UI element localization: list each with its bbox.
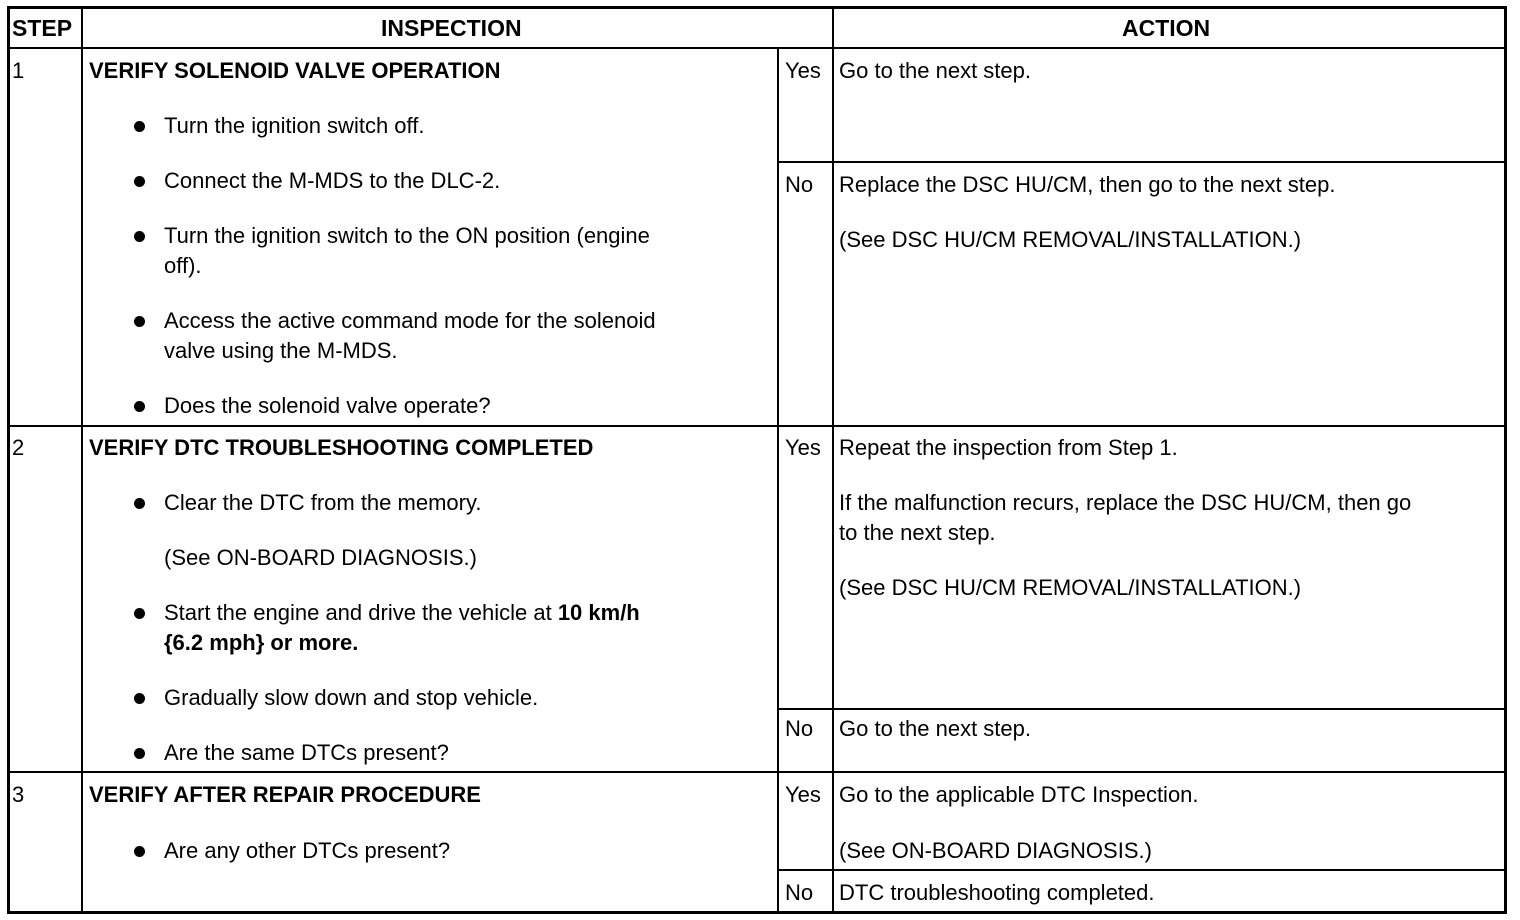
no-action: Replace the DSC HU/CM, then go to the next step. [839, 172, 1336, 197]
speed-value-continued: {6.2 mph} or more. [164, 630, 359, 655]
yes-action-reference: (See DSC HU/CM REMOVAL/INSTALLATION.) [839, 575, 1302, 600]
yes-action: Go to the applicable DTC Inspection. [839, 782, 1199, 807]
bullet-icon [134, 401, 145, 412]
inspection-item: Are any other DTCs present? [164, 838, 451, 863]
bullet-icon [134, 316, 145, 327]
step-number: 3 [12, 782, 25, 807]
header-divider [7, 47, 1507, 49]
no-label: No [785, 172, 814, 197]
inspection-item: Access the active command mode for the solenoid [164, 308, 656, 333]
bullet-icon [134, 176, 145, 187]
yes-label: Yes [785, 58, 821, 83]
yes-label: Yes [785, 782, 821, 807]
inspection-item: Connect the M-MDS to the DLC-2. [164, 168, 501, 193]
no-action: Go to the next step. [839, 716, 1032, 741]
step-number: 2 [12, 435, 25, 460]
bullet-icon [134, 498, 145, 509]
step-number: 1 [12, 58, 25, 83]
step-title: VERIFY DTC TROUBLESHOOTING COMPLETED [89, 435, 594, 460]
header-inspection: INSPECTION [381, 15, 522, 41]
row1-yes-no-divider [779, 161, 1507, 163]
bullet-icon [134, 608, 145, 619]
header-action: ACTION [1122, 15, 1211, 41]
inspection-item-continued: valve using the M-MDS. [164, 338, 398, 363]
row-divider-2 [7, 771, 1507, 773]
yes-action: If the malfunction recurs, replace the DSC HU/CM, then go [839, 490, 1412, 515]
row3-yes-no-divider [779, 869, 1507, 871]
inspection-item: Turn the ignition switch to the ON position (engine [164, 223, 650, 248]
speed-value: 10 km/h [557, 600, 640, 625]
row-divider-1 [7, 425, 1507, 427]
inspection-item: Does the solenoid valve operate? [164, 393, 491, 418]
bullet-icon [134, 231, 145, 242]
action-column-divider [832, 6, 834, 914]
inspection-item: Turn the ignition switch off. [164, 113, 425, 138]
step-title: VERIFY SOLENOID VALVE OPERATION [89, 58, 501, 83]
yes-action-continued: to the next step. [839, 520, 996, 545]
bullet-icon [134, 693, 145, 704]
yes-action: Go to the next step. [839, 58, 1032, 83]
step-column-divider [81, 6, 83, 914]
bullet-icon [134, 121, 145, 132]
bullet-icon [134, 846, 145, 857]
inspection-item: Start the engine and drive the vehicle at 10 km/h [164, 600, 640, 625]
answer-column-divider [777, 48, 779, 914]
inspection-item-continued: off). [164, 253, 202, 278]
no-label: No [785, 716, 814, 741]
row2-yes-no-divider [779, 708, 1507, 710]
no-action-reference: (See DSC HU/CM REMOVAL/INSTALLATION.) [839, 227, 1302, 252]
yes-action: Repeat the inspection from Step 1. [839, 435, 1178, 460]
inspection-item-reference: (See ON-BOARD DIAGNOSIS.) [164, 545, 477, 570]
step-title: VERIFY AFTER REPAIR PROCEDURE [89, 782, 481, 807]
header-step: STEP [12, 15, 73, 41]
no-action: DTC troubleshooting completed. [839, 880, 1155, 905]
inspection-item: Clear the DTC from the memory. [164, 490, 482, 515]
yes-label: Yes [785, 435, 821, 460]
no-label: No [785, 880, 814, 905]
yes-action-reference: (See ON-BOARD DIAGNOSIS.) [839, 838, 1152, 863]
bullet-icon [134, 748, 145, 759]
inspection-item: Are the same DTCs present? [164, 740, 449, 765]
inspection-item: Gradually slow down and stop vehicle. [164, 685, 539, 710]
